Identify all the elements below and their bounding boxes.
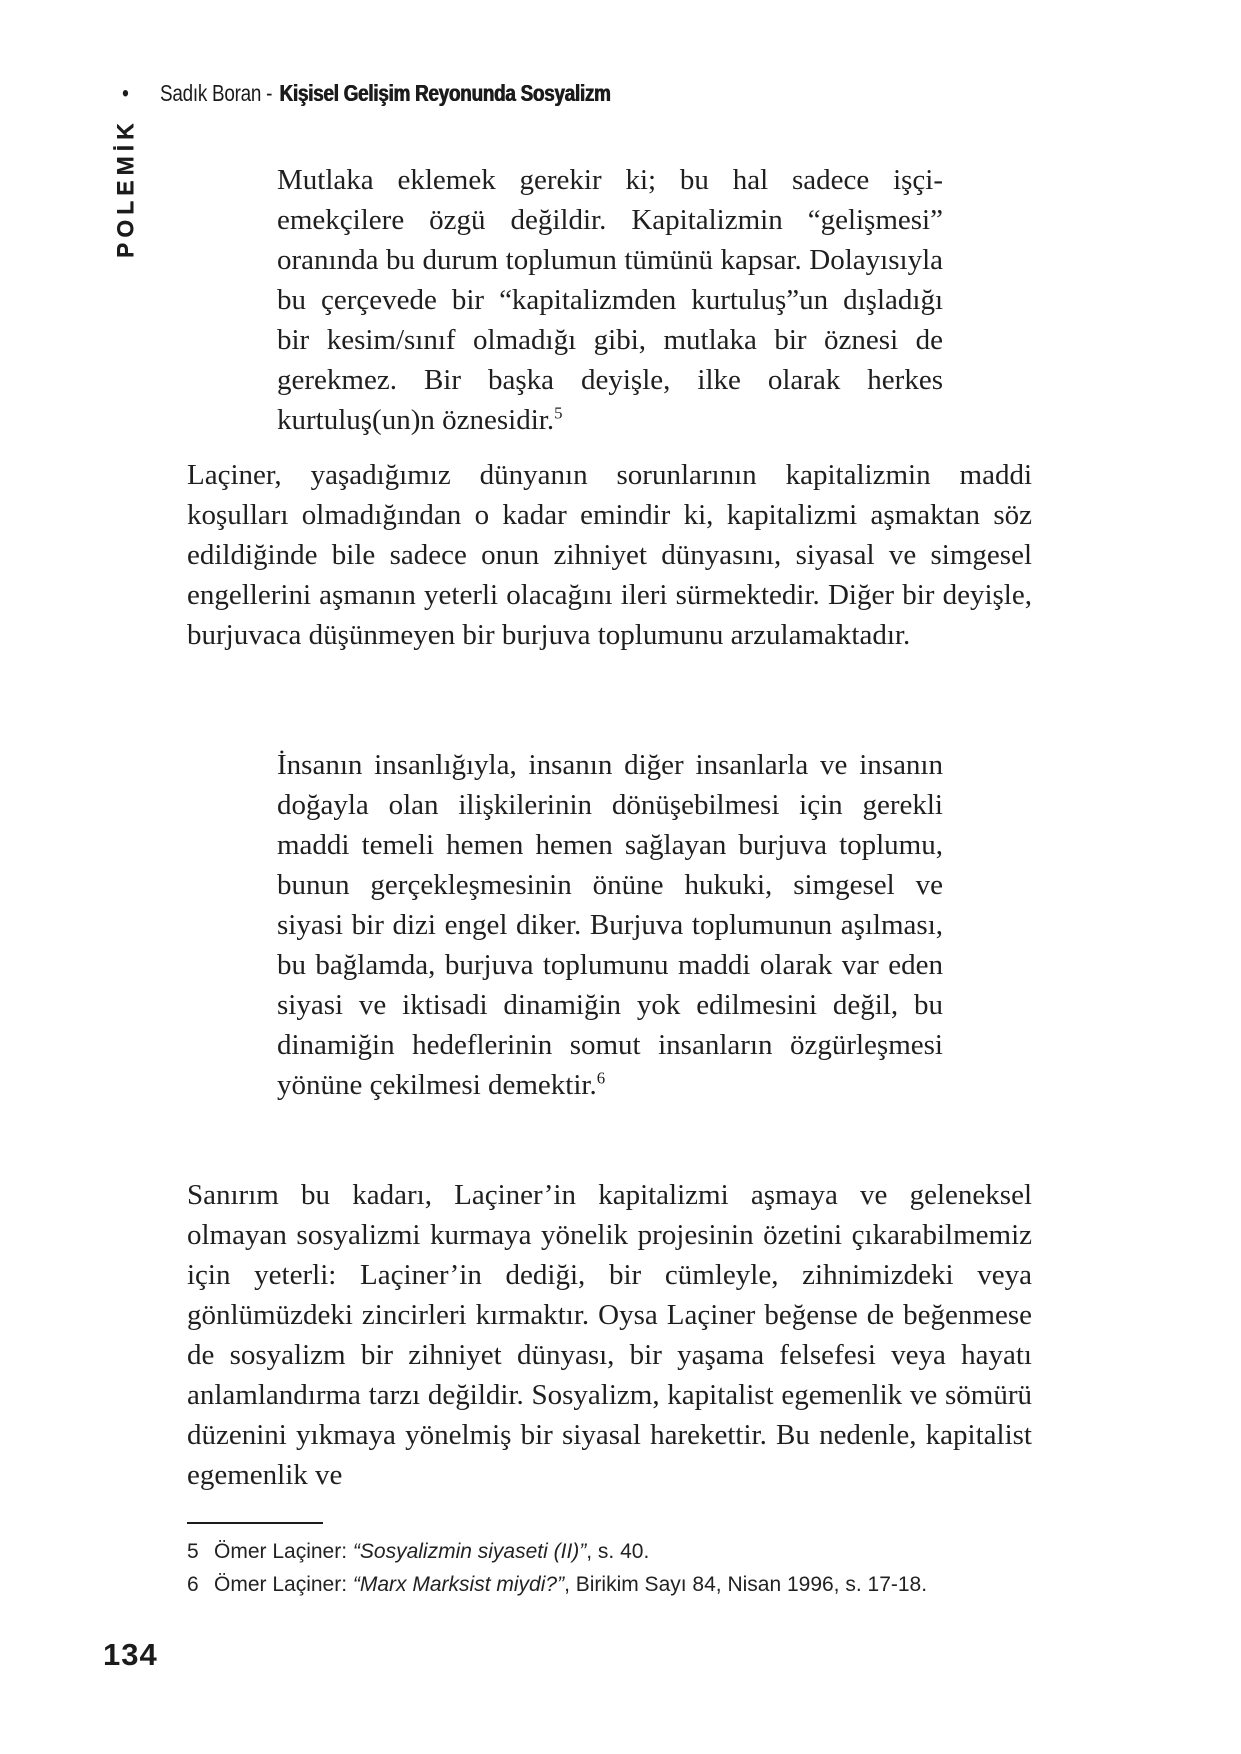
blockquote-1-text: Mutlaka eklemek gerekir ki; bu hal sadece işçi-emekçilere özgü değildir. Kapitalizmin “gelişmesi” oranında bu durum toplumun tümünü kapsar. Dolayısıyla bu çerçevede bir “kapitalizmden kurtuluş”un dışladığı bir kesim/sınıf olmadığı gibi, mutlaka bir öznesi de gerekmez. Bir başka deyişle, ilke olarak herkes kurtuluş(un)n öznesidir. xyxy=(277,164,943,436)
section-label-polemik: POLEMİK xyxy=(112,118,138,258)
header-author: Sadık Boran - xyxy=(160,80,273,106)
header-chapter-title: Kişisel Gelişim Reyonunda Sosyalizm xyxy=(279,80,611,106)
blockquote-2-text: İnsanın insanlığıyla, insanın diğer insanlarla ve insanın doğayla olan ilişkilerinin dönüşebilmesi için gerekli maddi temeli hemen hemen sağlayan burjuva toplumu, bunun gerçekleşmesinin önüne hukuki, simgesel ve siyasi bir dizi engel diker. Burjuva toplumunun aşılması, bu bağlamda, burjuva toplumunu maddi olarak var eden siyasi ve iktisadi dinamiğin yok edilmesini değil, bu dinamiğin hedeflerinin somut insanların özgürleşmesi yönüne çekilmesi demektir. xyxy=(277,749,943,1101)
running-header xyxy=(122,80,611,108)
footnote-5-pre: Ömer Laçiner: xyxy=(214,1540,353,1563)
footnote-6 xyxy=(187,1568,1032,1601)
footnote-6-number: 6 xyxy=(187,1573,199,1596)
blockquote-2 xyxy=(277,745,943,1105)
page-number: 134 xyxy=(103,1637,158,1672)
footnote-6-title: “Marx Marksist miydi?” xyxy=(352,1573,565,1596)
footnote-ref-6: 6 xyxy=(596,1068,606,1088)
footnote-5-title: “Sosyalizmin siyaseti (II)” xyxy=(352,1540,587,1563)
footnote-divider xyxy=(187,1522,323,1524)
footnote-5-post: , s. 40. xyxy=(586,1540,650,1563)
footnotes-section xyxy=(187,1522,1032,1601)
footnote-6-pre: Ömer Laçiner: xyxy=(214,1573,353,1596)
footnote-5 xyxy=(187,1535,1032,1568)
blockquote-1 xyxy=(277,160,943,440)
paragraph-1: Laçiner, yaşadığımız dünyanın sorunlarının kapitalizmin maddi koşulları olmadığından o kadar emindir ki, kapitalizmi aşmaktan söz edildiğinde bile sadece onun zihniyet dünyasını, siyasal ve simgesel engellerini aşmanın yeterli olacağını ileri sürmektedir. Diğer bir deyişle, burjuvaca düşünmeyen bir burjuva toplumunu arzulamaktadır. xyxy=(187,459,1032,651)
footnote-6-post: , Birikim Sayı 84, Nisan 1996, s. 17-18. xyxy=(564,1573,928,1596)
footnote-5-text xyxy=(214,1535,649,1568)
bullet-icon: • xyxy=(122,80,129,107)
paragraph-2: Sanırım bu kadarı, Laçiner’in kapitalizmi aşmaya ve geleneksel olmayan sosyalizmi kurmaya yönelik projesinin özetini çıkarabilmemiz için yeterli: Laçiner’in dediği, bir cümleyle, zihnimizdeki veya gönlümüzdeki zincirleri kırmaktır. Oysa Laçiner beğense de beğenmese de sosyalizm bir zihniyet dünyası, bir yaşama felsefesi veya hayatı anlamlandırma tarzı değildir. Sosyalizm, kapitalist egemenlik ve sömürü düzenini yıkmaya yönelmiş bir siyasal harekettir. Bu nedenle, kapitalist egemenlik ve xyxy=(187,1179,1032,1491)
footnote-5-number: 5 xyxy=(187,1540,199,1563)
footnote-ref-5: 5 xyxy=(554,403,563,423)
footnote-6-text xyxy=(214,1568,927,1601)
